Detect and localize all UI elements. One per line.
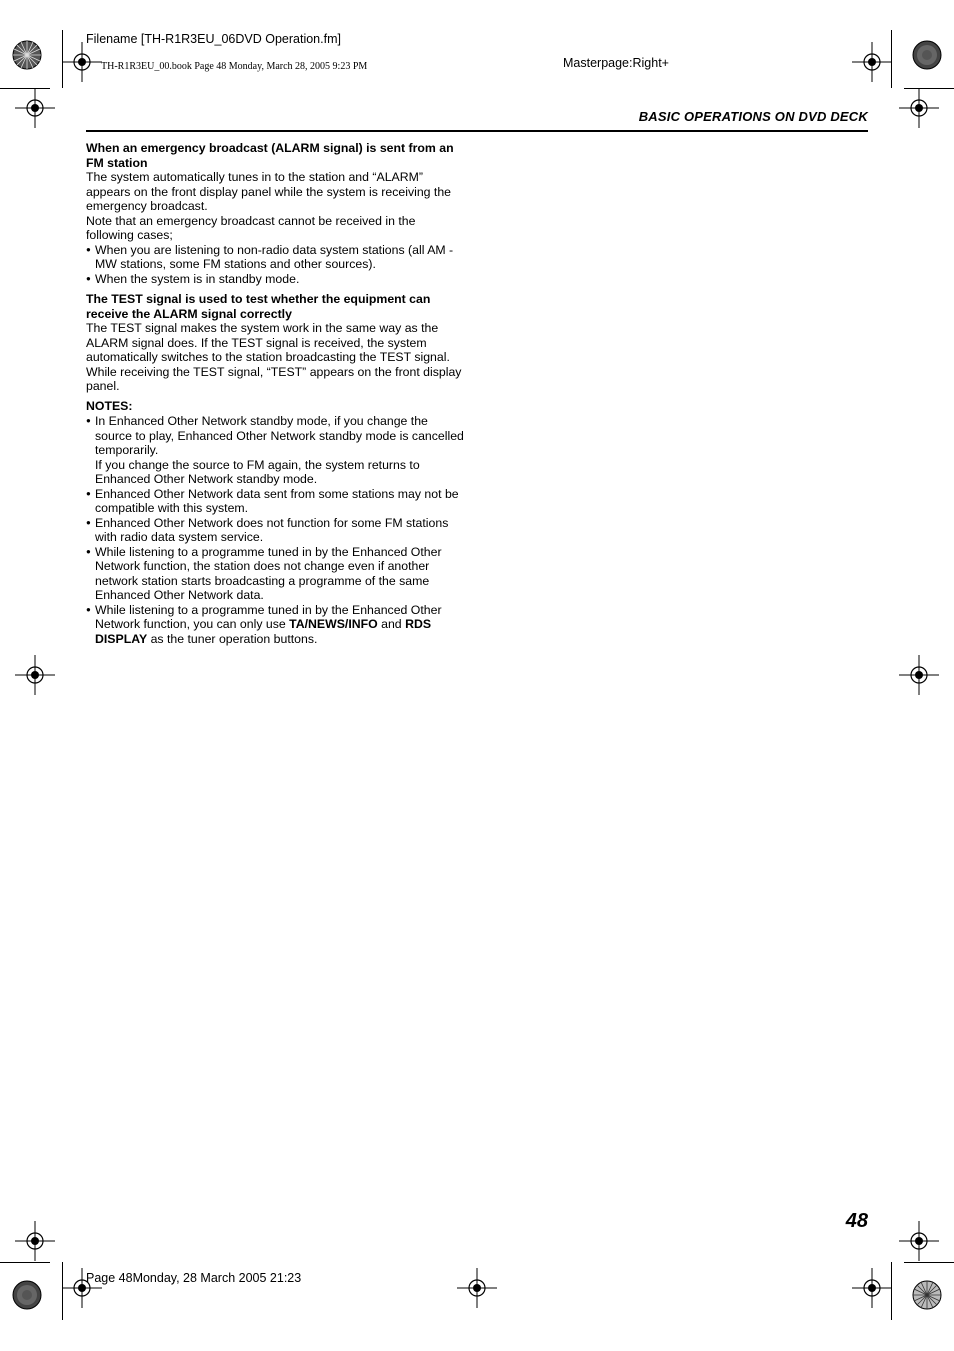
registration-mark-icon [852,42,892,82]
list-item: ● While listening to a programme tuned in by the Enhanced Other Network function, the station does not change even if another network station starts broadcasting a programme of the same Enhanced Other Network data. [86,545,466,603]
header-rule [86,130,868,132]
list-item: ● When you are listening to non-radio data system stations (all AM - MW stations, some FM stations and other sources). [86,243,466,272]
registration-mark-icon [852,1268,892,1308]
test-heading: The TEST signal is used to test whether the equipment can receive the ALARM signal correctly [86,292,431,321]
registration-mark-icon [15,1221,55,1261]
list-item: ● Enhanced Other Network does not function for some FM stations with radio data system service. [86,516,466,545]
list-item [86,414,466,487]
list-item: ● When the system is in standby mode. [86,272,466,287]
alarm-body-2: Note that an emergency broadcast cannot be received in the following cases; [86,213,416,242]
footer-text: Page 48Monday, 28 March 2005 21:23 [86,1271,302,1285]
alarm-bullet-list [86,243,466,287]
test-body: The TEST signal makes the system work in the same way as the ALARM signal does. If the TEST signal is received, the system automatically switches to the station broadcasting the TEST signal. While receiving the TEST signal, “TEST” appears on the front display panel. [86,321,462,393]
crop-line [0,1262,50,1263]
registration-mark-icon [62,42,102,82]
starburst-target-icon [12,40,42,70]
starburst-target-icon [912,1280,942,1310]
rds-display-label: RDS DISPLAY [95,617,432,646]
header-book-info: TH-R1R3EU_00.book Page 48 Monday, March 28, 2005 9:23 PM [101,61,368,72]
list-item: ● Enhanced Other Network data sent from some stations may not be compatible with this system. [86,487,466,516]
alarm-heading: When an emergency broadcast (ALARM signal) is sent from an FM station [86,141,454,170]
gray-target-icon [912,40,942,70]
crop-line [904,1262,954,1263]
registration-mark-icon [899,655,939,695]
note-text: and [377,617,406,631]
list-item [86,603,466,647]
notes-title: NOTES: [86,398,133,413]
note-text: While listening to a programme tuned in by the Enhanced Other Network function, you can only use [95,602,442,631]
registration-mark-icon [15,88,55,128]
registration-mark-icon [15,655,55,695]
note-text-cont: If you change the source to FM again, the system returns to Enhanced Other Network standby mode. [95,457,420,486]
registration-mark-icon [899,88,939,128]
header-masterpage: Masterpage:Right+ [563,56,669,70]
section-title: BASIC OPERATIONS ON DVD DECK [638,109,868,124]
note-text: as the tuner operation buttons. [147,631,318,646]
registration-mark-icon [62,1268,102,1308]
page-number: 48 [845,1210,868,1232]
note-text: In Enhanced Other Network standby mode, if you change the source to play, Enhanced Other Network standby mode is cancelled temporarily. [95,414,464,457]
notes-list [86,414,466,646]
registration-mark-icon [899,1221,939,1261]
registration-mark-icon [457,1268,497,1308]
alarm-body-1: The system automatically tunes in to the station and “ALARM” appears on the front display panel while the system is receiving the emergency broadcast. [86,170,452,213]
gray-target-icon [12,1280,42,1310]
ta-news-info-label: TA/NEWS/INFO [289,617,378,631]
main-column [86,141,466,646]
header-filename: Filename [TH-R1R3EU_06DVD Operation.fm] [86,32,341,46]
